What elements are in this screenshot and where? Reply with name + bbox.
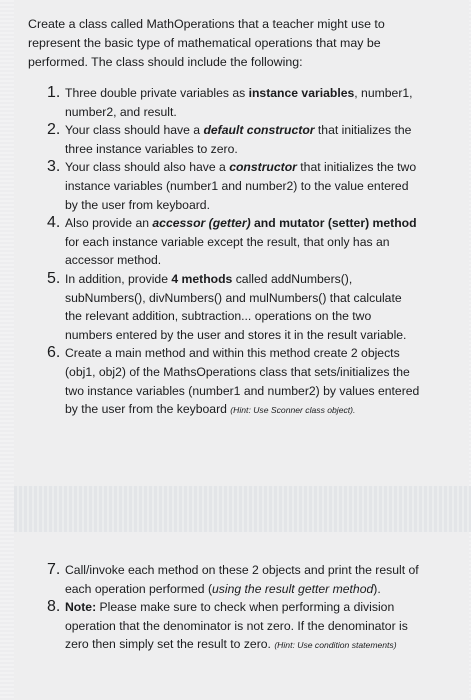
text-segment: accessor method. [65, 253, 162, 268]
item-line [65, 103, 437, 122]
text-segment: number2, and result. [65, 104, 177, 119]
requirement-item [47, 214, 437, 270]
text-segment: zero then simply set the result to zero. [65, 637, 275, 652]
text-segment: In addition, provide [65, 271, 172, 286]
text-segment: and mutator (setter) method [250, 216, 417, 231]
item-number: 4. [47, 214, 61, 232]
item-line [65, 177, 437, 196]
requirements-list-top [47, 84, 437, 420]
text-segment: Your class should have a [65, 123, 204, 138]
intro-line: Create a class called MathOperations that a teacher might use to [28, 17, 385, 31]
text-segment: by the user from the keyboard [65, 402, 231, 417]
requirement-item [47, 561, 437, 598]
text-segment: subNumbers(), divNumbers() and mulNumbers() that calculate [65, 290, 402, 305]
text-segment: two instance variables (number1 and number2) by values entered [65, 383, 420, 398]
item-line [65, 635, 437, 655]
text-segment: ). [373, 581, 381, 596]
item-line [65, 400, 437, 420]
item-number: 1. [47, 84, 61, 101]
requirement-item [47, 598, 437, 655]
item-line [65, 196, 437, 215]
text-segment: that initializes the two [296, 160, 417, 175]
item-line [65, 214, 437, 233]
text-segment: Create a main method and within this method create 2 objects [65, 346, 400, 361]
item-line [65, 344, 437, 363]
item-line [65, 158, 437, 177]
text-segment: operation that the denominator is not zero. If the denominator is [65, 618, 408, 633]
item-number: 6. [47, 344, 61, 362]
text-segment: by the user from keyboard. [65, 197, 210, 212]
item-line [65, 580, 437, 599]
text-segment: default constructor [203, 123, 315, 138]
text-segment: Your class should also have a [65, 160, 230, 175]
text-segment: the relevant addition, subtraction... operations on the two [65, 309, 372, 324]
text-segment: instance variables (number1 and number2) to the value entered [65, 178, 409, 193]
item-line [65, 140, 437, 159]
hint-text: (Hint: Use Sconner class object). [230, 405, 356, 416]
requirement-item [47, 270, 437, 344]
item-line [65, 121, 437, 140]
text-segment: that initializes the [314, 123, 412, 138]
text-segment: Note: [65, 600, 97, 615]
text-segment: 4 methods [171, 271, 233, 286]
item-line [65, 598, 437, 617]
intro-line: performed. The class should include the following: [28, 54, 303, 69]
requirements-list-bottom [47, 561, 437, 655]
text-segment: accessor (getter) [152, 216, 251, 231]
requirement-item [47, 121, 437, 158]
item-number: 7. [47, 561, 61, 578]
text-segment: (obj1, obj2) of the MathsOperations class that sets/initializes the [65, 364, 410, 379]
item-number: 2. [47, 121, 61, 139]
text-segment: Call/invoke each method on these 2 objects and print the result of [65, 563, 419, 577]
text-segment: using the result getter method [212, 581, 374, 596]
item-line [65, 84, 437, 103]
item-number: 8. [47, 598, 61, 616]
text-segment: three instance variables to zero. [65, 141, 238, 156]
item-line [65, 363, 437, 382]
requirement-item [47, 84, 437, 121]
item-line [65, 270, 437, 289]
text-segment: Three double private variables as [65, 86, 249, 100]
text-segment: Please make sure to check when performing a division [96, 600, 395, 615]
requirement-item [47, 344, 437, 419]
text-segment: Also provide an [65, 216, 153, 231]
intro-paragraph [28, 15, 408, 72]
item-line [65, 233, 437, 252]
text-segment: instance variables [248, 86, 355, 100]
item-line [65, 382, 437, 401]
item-line [65, 251, 437, 270]
screen-moire-band [14, 486, 471, 532]
intro-line: represent the basic type of mathematical operations that may be [28, 35, 381, 50]
text-segment: , number1, [354, 86, 413, 100]
item-number: 5. [47, 269, 61, 287]
text-segment: each operation performed ( [65, 581, 213, 596]
text-segment: for each instance variable except the result, that only has an [65, 234, 390, 249]
item-line [65, 617, 437, 636]
requirement-item [47, 158, 437, 214]
text-segment: constructor [229, 160, 297, 175]
item-line [65, 561, 437, 580]
text-segment: numbers entered by the user and stores it in the result variable. [65, 327, 407, 342]
item-number: 3. [47, 158, 61, 176]
item-line [65, 289, 437, 308]
text-segment: called addNumbers(), [232, 271, 353, 286]
item-line [65, 326, 437, 345]
hint-text: (Hint: Use condition statements) [274, 640, 397, 651]
item-line [65, 307, 437, 326]
